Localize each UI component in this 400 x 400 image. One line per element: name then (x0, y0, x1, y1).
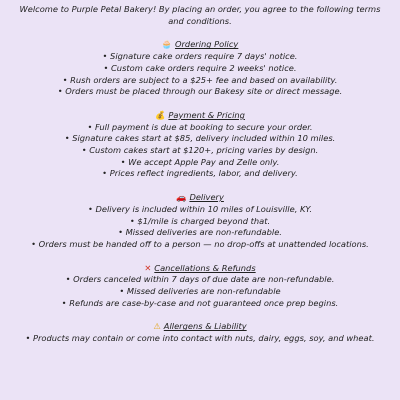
policy-line: • Delivery is included within 10 miles of Louisville, KY. (87, 203, 313, 214)
cupcake-icon: 🧁 (161, 39, 172, 50)
policy-line: • We accept Apple Pay and Zelle only. (120, 156, 280, 167)
policy-line: • Custom cake orders require 2 weeks' notice. (103, 62, 297, 73)
policy-line: • Orders must be handed off to a person — no drop-offs at unattended locations. (31, 238, 369, 249)
policy-line: • Refunds are case-by-case and not guaranteed once prep begins. (61, 297, 339, 308)
cross-mark-icon: ✕ (144, 262, 152, 273)
policy-line: • Signature cake orders require 7 days' notice. (102, 51, 298, 62)
policy-line: • Missed deliveries are non-refundable. (118, 227, 282, 238)
policy-line: • Prices reflect ingredients, labor, and delivery. (102, 168, 298, 179)
sections-container (14, 39, 386, 344)
section-title-text: Ordering Policy (174, 39, 239, 50)
policy-line: • Orders must be placed through our Bakesy site or direct message. (57, 86, 343, 97)
section-ordering-policy (14, 39, 386, 98)
section-allergens-liability (14, 321, 386, 344)
section-title-text: Payment & Pricing (168, 109, 245, 120)
money-bag-icon: 💰 (155, 109, 166, 120)
car-icon: 🚗 (176, 192, 187, 203)
policy-line: • $1/mile is charged beyond that. (129, 215, 271, 226)
policy-line: • Products may contain or come into contact with nuts, dairy, eggs, soy, and wheat. (25, 333, 375, 344)
policy-line: • Signature cakes start at $85, delivery included within 10 miles. (64, 133, 336, 144)
warning-icon: ⚠ (153, 321, 161, 332)
policy-line: • Orders canceled within 7 days of due date are non-refundable. (65, 274, 335, 285)
policy-line: • Rush orders are subject to a $25+ fee and based on availability. (62, 74, 338, 85)
policy-line: • Missed deliveries are non-refundable (119, 286, 281, 297)
section-title (14, 321, 386, 333)
policy-line: • Full payment is due at booking to secure your order. (87, 121, 313, 132)
section-payment-pricing (14, 110, 386, 180)
section-title-text: Cancellations & Refunds (154, 262, 256, 273)
policy-line: • Custom cakes start at $120+, pricing varies by design. (81, 145, 319, 156)
section-title-text: Allergens & Liability (163, 321, 247, 332)
section-title (14, 110, 386, 122)
section-title (14, 192, 386, 204)
section-title-text: Delivery (189, 192, 224, 203)
section-title (14, 263, 386, 275)
section-title (14, 39, 386, 51)
section-delivery (14, 192, 386, 251)
section-cancellations-refunds (14, 263, 386, 310)
intro-text: Welcome to Purple Petal Bakery! By placing an order, you agree to the following terms and conditions. (19, 4, 381, 26)
